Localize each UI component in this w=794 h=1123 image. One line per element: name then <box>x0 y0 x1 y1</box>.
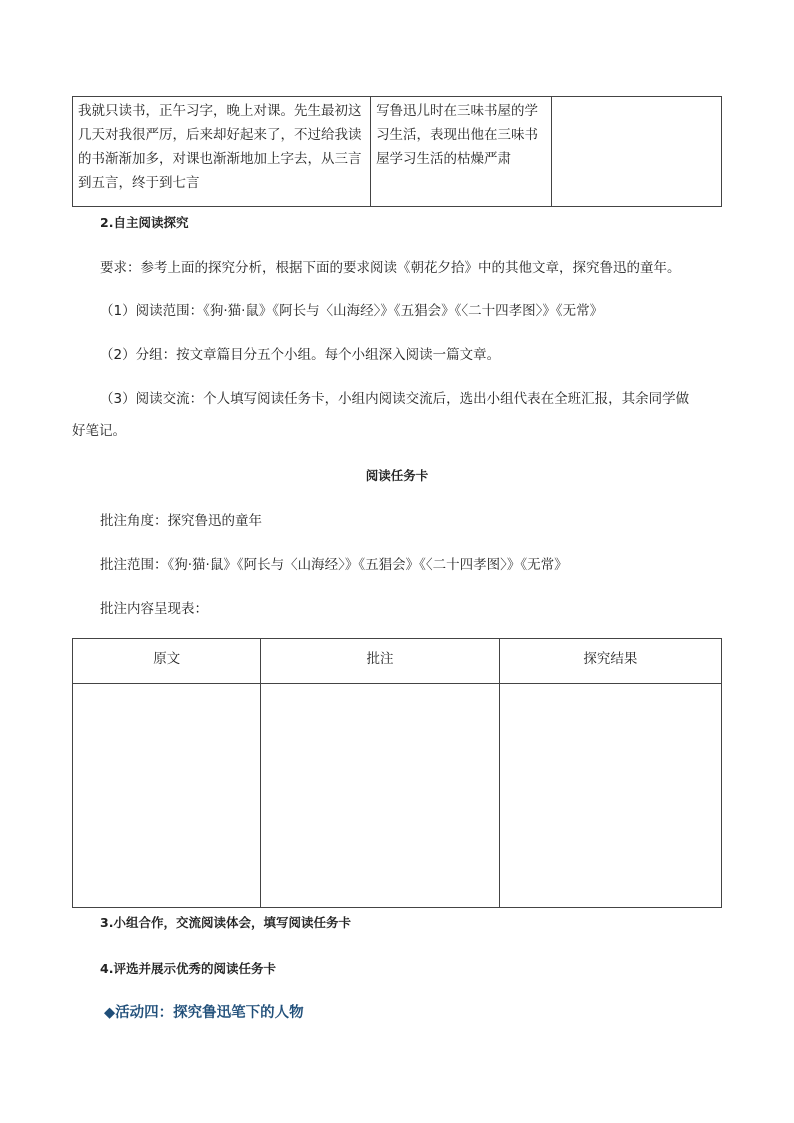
section2-requirement: 要求：参考上面的探究分析，根据下面的要求阅读《朝花夕拾》中的其他文章，探究鲁迅的童年。 <box>100 260 681 276</box>
section3-heading: 3.小组合作，交流阅读体会，填写阅读任务卡 <box>100 915 351 930</box>
task-card-content-label: 批注内容呈现表： <box>100 601 208 617</box>
body-result-cell[interactable] <box>499 684 721 908</box>
top-table-text-result <box>552 97 721 101</box>
top-table-text-original: 我就只读书，正午习字，晚上对课。先生最初这几天对我很严厉，后来却好起来了，不过给我读的书渐渐加多，对课也渐渐地加上字去，从三言到五言，终于到七言 <box>78 103 362 191</box>
task-card-table <box>72 638 722 908</box>
activity4-title: 活动四：探究鲁迅笔下的人物 <box>115 1005 304 1021</box>
top-table <box>72 96 722 207</box>
section4-heading: 4.评选并展示优秀的阅读任务卡 <box>100 961 276 976</box>
top-table-cell-annotation <box>371 97 551 207</box>
task-card-range: 批注范围：《狗·猫·鼠》《阿长与〈山海经〉》《五猖会》《〈二十四孝图〉》《无常》 <box>100 557 568 573</box>
section2-item3-line1: （3）阅读交流：个人填写阅读任务卡，小组内阅读交流后，选出小组代表在全班汇报，其余同学做 <box>100 391 690 407</box>
header-annotation: 批注 <box>261 639 499 684</box>
diamond-bullet-icon: ◆ <box>104 1005 116 1021</box>
section2-heading: 2.自主阅读探究 <box>100 215 189 230</box>
section2-item2: （2）分组：按文章篇目分五个小组。每个小组深入阅读一篇文章。 <box>100 347 501 363</box>
top-table-cell-result <box>551 97 721 207</box>
task-card-header-row <box>73 639 722 684</box>
task-card-body-row <box>73 684 722 908</box>
task-card-title: 阅读任务卡 <box>365 468 429 483</box>
top-table-cell-original <box>73 97 371 207</box>
header-original: 原文 <box>73 639 261 684</box>
activity4-heading <box>104 1001 304 1022</box>
body-annotation-cell[interactable] <box>261 684 499 908</box>
task-card-angle: 批注角度：探究鲁迅的童年 <box>100 513 262 529</box>
body-original-cell[interactable] <box>73 684 261 908</box>
header-result: 探究结果 <box>499 639 721 684</box>
section2-item3-line2: 好笔记。 <box>72 423 126 439</box>
section2-item1: （1）阅读范围：《狗·猫·鼠》《阿长与〈山海经〉》《五猖会》《〈二十四孝图〉》《无常》 <box>100 303 604 319</box>
top-table-text-annotation: 写鲁迅儿时在三味书屋的学习生活，表现出他在三味书屋学习生活的枯燥严肃 <box>376 103 539 167</box>
